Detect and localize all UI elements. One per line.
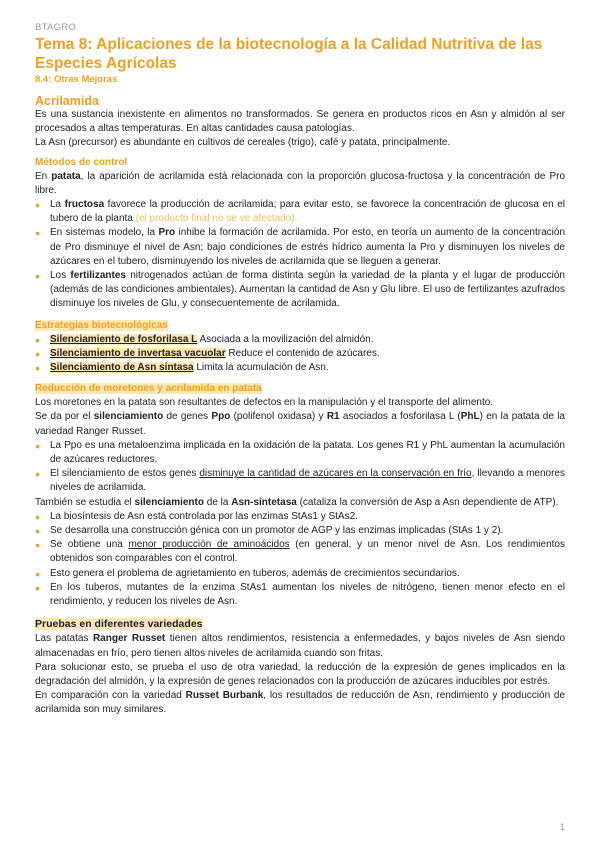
paragraph: En comparación con la variedad Russet Burbank, los resultados de reducción de Asn, rendimiento y producción de acrilamida son muy similares. [35,690,566,716]
bullet-list [35,439,565,496]
heading-reduccion: Reducción de moretones y acrilamida en patata [35,383,262,395]
paragraph: Es una sustancia inexistente en alimentos no transformados. Se genera en productos ricos en Asn y almidón al ser procesados a altas temperaturas. En altas cantidades causa patologías. [35,109,565,135]
paragraph: También se estudia el silenciamiento de la Asn-sintetasa (cataliza la conversión de Asp a Asn dependiente de ATP). [35,496,559,508]
list-item: ● La biosíntesis de Asn está controlada por las enzimas StAs1 y StAs2. [35,510,565,524]
bullet-list [35,510,565,609]
list-item: ● En sistemas modelo, la Pro inhibe la formación de acrilamida. Por esto, en teoría un aumento de la concentración de Pro disminuye el nivel de Asn; bajo condiciones de estrés hídrico aumenta la Pro y disminuyen los niveles de azúcares en el tubero, disminuyendo los niveles de acrilamida que se lleguen a generar. [35,226,565,269]
paragraph: La Asn (precursor) es abundante en cultivos de cereales (trigo), café y patata, principalmente. [35,137,451,149]
list-item: ● Silenciamiento de fosforilasa L Asociada a la movilización del almidón. [35,333,565,347]
list-item: ● La Ppo es una metaloenzima implicada en la oxidación de la patata. Los genes R1 y PhL aumentan la acumulación de azúcares reductores. [35,439,565,467]
paragraph: Los moretones en la patata son resultantes de defectos en la manipulación y el transporte del alimento. [35,397,494,409]
list-item: ● En los tuberos, mutantes de la enzima StAs1 aumentan los niveles de nitrógeno, tienen menor efecto en el rendimiento, y reducen los niveles de Asn. [35,581,565,609]
list-item: ● El silenciamiento de estos genes disminuye la cantidad de azúcares en la conservación en frío, llevando a menores niveles de acrilamida. [35,467,565,495]
page-number: 1 [560,822,566,832]
list-item: ● Esto genera el problema de agrietamiento en tuberos, además de crecimientos secundarios. [35,567,565,581]
list-item: ● Se desarrolla una construcción génica con un promotor de AGP y las enzimas implicadas (StAs 1 y 2). [35,524,565,538]
bullet-list [35,333,565,376]
paragraph: Se da por el silenciamiento de genes Ppo (polifenol oxidasa) y R1 asociados a fosforilasa L (PhL) en la patata de la variedad Ranger Russet. [35,411,565,437]
page-title: Tema 8: Aplicaciones de la biotecnología a la Calidad Nutritiva de las Especies Agrícolas [35,36,543,72]
list-item: ● Los fertilizantes nitrogenados actúan de forma distinta según la variedad de la planta y el lugar de producción (además de las condiciones ambientales). Aumentan la cantidad de Asn y Glu libre. El uso de fertilizantes azufrados disminuye los niveles de Glu, y consecuentemente de acrilamida. [35,269,565,312]
heading-acrilamida: Acrilamida [35,94,99,108]
heading-estrategias: Estrategias biotecnológicas [35,319,168,331]
list-item: ● Silenciamiento de invertasa vacuolar Reduce el contenido de azúcares. [35,347,565,361]
list-item: ● Silenciamiento de Asn sintasa Limita la acumulación de Asn. [35,361,565,375]
section-subtitle: 8.4: Otras Mejoras [35,74,118,85]
course-code: BTAGRO [35,22,77,33]
heading-pruebas: Pruebas en diferentes variedades [35,618,203,631]
bullet-list [35,198,565,312]
paragraph: En patata, la aparición de acrilamida está relacionada con la proporción glucosa-fructosa y la concentración de Pro libre. [35,170,566,196]
list-item: ● La fructosa favorece la producción de acrilamida; para evitar esto, se favorece la concentración de glucosa en el tubero de la planta (el producto final no se ve afectado). [35,198,565,226]
list-item: ● Se obtiene una menor producción de aminoácidos (en general, y un menor nivel de Asn. Los rendimientos obtenidos son comparables con el control. [35,538,565,566]
heading-metodos: Métodos de control [35,156,128,168]
document-page [35,22,565,718]
paragraph: Las patatas Ranger Russet tienen altos rendimientos, resistencia a enfermedades, y bajos niveles de Asn siendo almacenadas en frío, pero tienen altos niveles de acrilamida cuando son fritas. [35,633,566,659]
paragraph: Para solucionar esto, se prueba el uso de otra variedad, la reducción de la expresión de genes implicados en la degradación del almidón, y la expresión de genes relacionados con la producción de azúcares inducibles por estrés. [35,661,565,687]
